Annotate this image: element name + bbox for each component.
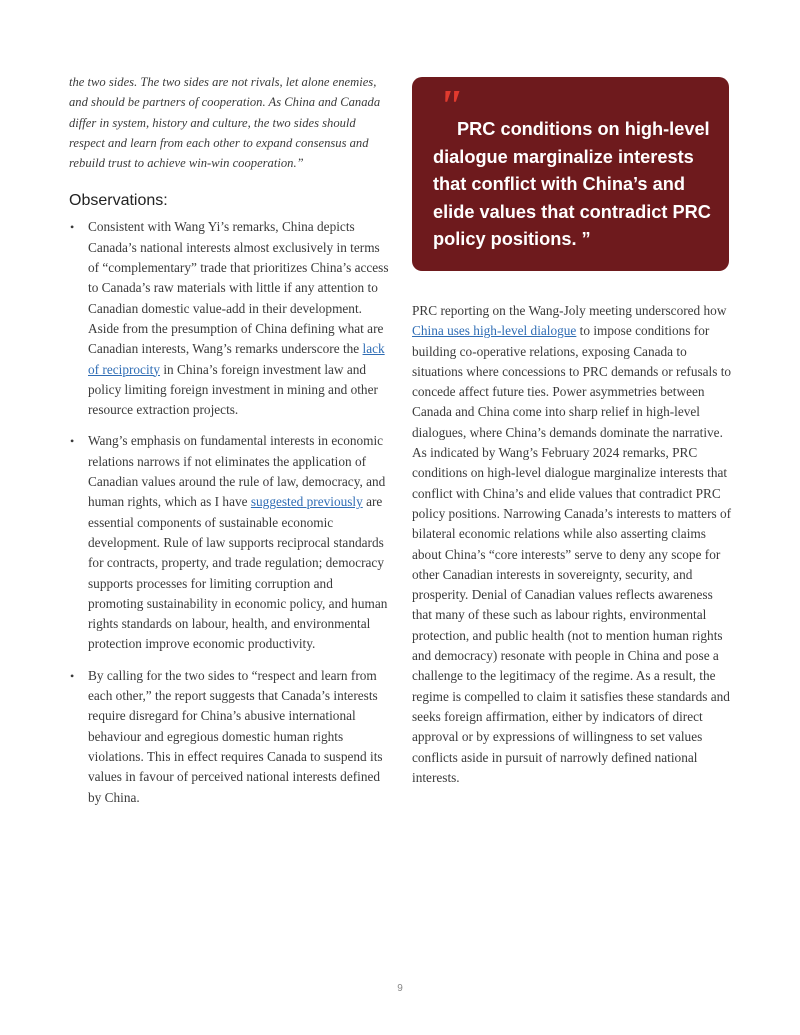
list-item	[69, 666, 391, 808]
china-uses-high-level-dialogue-link[interactable]: China uses high-level dialogue	[412, 323, 577, 339]
intro-quote: the two sides. The two sides are not rivals, let alone enemies, and should be partners of cooperation. As China and Canada differ in system, history and culture, the two sides should respect and learn from each other to expand consensus and rebuild trust to achieve win-win cooperation.”	[69, 75, 381, 171]
observations-list	[69, 217, 391, 807]
body-paragraph	[412, 301, 734, 788]
bullet-text: Wang’s emphasis on fundamental interests in economic relations narrows if not eliminates the application of Canadian values around the rule of law, democracy, and human rights, which as I have	[88, 433, 386, 510]
lack-of-reciprocity-link[interactable]: lack of reciprocity	[88, 341, 385, 377]
page-number: 9	[397, 983, 403, 994]
bullet-icon: •	[70, 434, 75, 449]
bullet-text: in China’s foreign investment law and policy limiting foreign investment in mining and other resource extraction projects.	[88, 361, 378, 418]
suggested-previously-link[interactable]: suggested previously	[250, 494, 363, 510]
paragraph-text: PRC reporting on the Wang-Joly meeting underscored how	[412, 303, 727, 318]
bullet-text: Consistent with Wang Yi’s remarks, China depicts Canada’s national interests almost exclusively in terms of “complementary” trade that prioritizes China’s access to Canada’s raw materials with little if any attention to Canadian domestic value-add in their development. Aside from the presumption of China defining what are Canadian interests, Wang’s remarks underscore the	[88, 219, 389, 357]
right-column	[412, 301, 734, 788]
left-column	[69, 72, 391, 819]
quote-mark-icon: "	[437, 80, 463, 131]
bullet-icon: •	[70, 668, 75, 683]
pull-quote-callout	[412, 77, 729, 271]
bullet-icon: •	[70, 220, 75, 235]
paragraph-text: to impose conditions for building co-operative relations, exposing Canada to situations where concessions to PRC demands or refusals to concede affect future ties. Power asymmetries between Canada and China come into sharp relief in high-level dialogues, where China’s demands dominate the narrative. As indicated by Wang’s February 2024 remarks, PRC conditions on high-level dialogue marginalize interests that conflict with China’s and elide values that contradict PRC policy positions. Narrowing Canada’s interests to matters of bilateral economic relations while also asserting claims about China’s “core interests” serve to deny any scope for other Canadian interests in sovereignty, security, and prosperity. Denial of Canadian values reflects awareness that many of these such as labour rights, environmental protection, and public health (not to mention human rights and democracy) resonate with people in China and pose a challenge to the legitimacy of the regime. As a result, the regime is compelled to claim it satisfies these standards and seeks foreign affirmation, either by indicators of direct approval or by expressions of willingness to set values conflicts aside in pursuit of narrowly defined national interests.	[412, 323, 732, 785]
pull-quote-text: PRC conditions on high-level dialogue marginalize interests that conflict with China’s and elide values that contradict PRC policy positions. ”	[433, 119, 711, 249]
list-item	[69, 217, 391, 420]
bullet-text: By calling for the two sides to “respect and learn from each other,” the report suggests that Canada’s interests require disregard for China’s abusive international behaviour and egregious domestic human rights violations. This in effect requires Canada to suspend its values in favour of perceived national interests defined by China.	[88, 667, 383, 805]
bullet-text: are essential components of sustainable economic development. Rule of law supports reciprocal standards for contracts, property, and trade regulation; democracy supports processes for limiting corruption and promoting sustainability in economic policy, and human rights standards on labour, health, and environmental protection improve economic productivity.	[88, 494, 388, 652]
observations-heading: Observations:	[69, 192, 168, 210]
list-item	[69, 431, 391, 654]
